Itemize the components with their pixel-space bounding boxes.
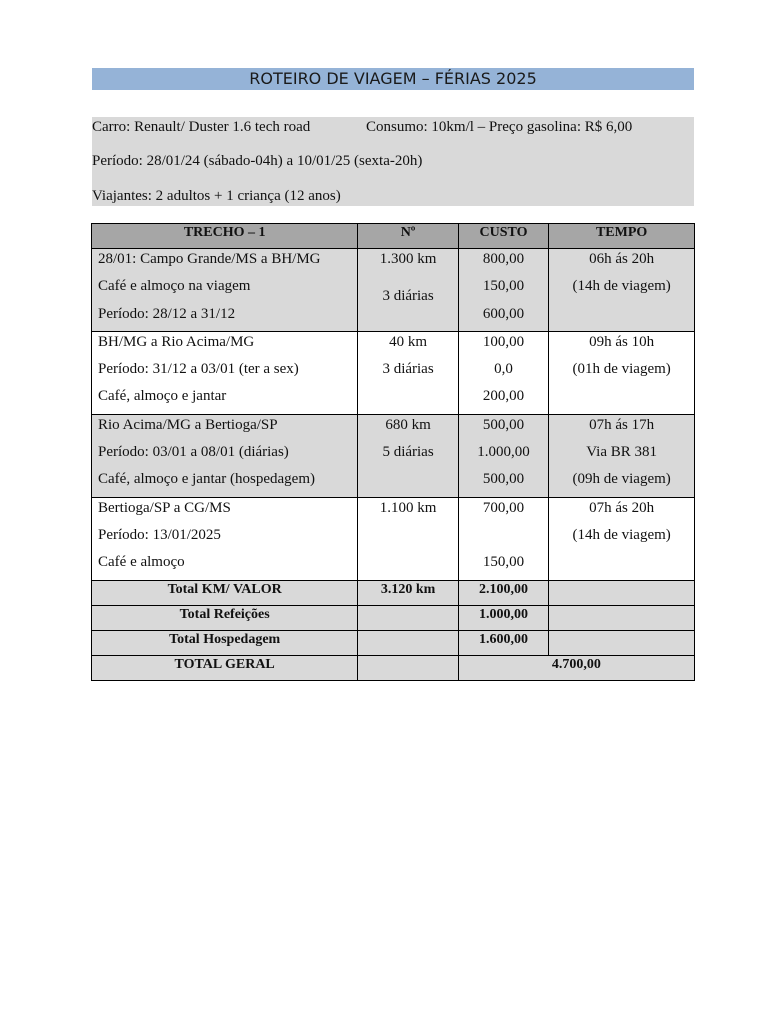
total-meals-row (92, 605, 695, 630)
trecho-line: Café e almoço (98, 554, 185, 571)
tempo-line: (09h de viagem) (572, 471, 671, 488)
grand-total-empty (358, 655, 459, 680)
numero-line: 1.300 km (379, 251, 437, 267)
total-meals-empty (358, 605, 459, 630)
consumption-text: Consumo: 10km/l – Preço gasolina: R$ 6,00 (366, 119, 633, 135)
custo-line: 500,00 (482, 471, 525, 488)
custo-cell (458, 497, 548, 580)
total-km-empty (549, 580, 695, 605)
itinerary-table (91, 223, 695, 681)
tempo-line: 07h ás 17h (589, 416, 655, 433)
table-row (92, 331, 695, 414)
total-meals-label: Total Refeições (92, 605, 358, 630)
numero-cell (358, 414, 459, 497)
numero-line: 680 km (385, 416, 431, 433)
tempo-line (549, 304, 694, 331)
trecho-line: Período: 28/12 a 31/12 (98, 305, 236, 322)
trecho-cell (92, 497, 358, 580)
grand-total-row (92, 655, 695, 680)
custo-cell (458, 414, 548, 497)
custo-line: 150,00 (482, 554, 525, 571)
total-meals-empty (549, 605, 695, 630)
table-row (92, 414, 695, 497)
table-row (92, 497, 695, 580)
total-lodging-row (92, 630, 695, 655)
info-line-car (92, 119, 633, 136)
custo-line: 700,00 (482, 499, 525, 516)
total-lodging-cost: 1.600,00 (458, 630, 548, 655)
numero-line: 1.100 km (379, 499, 437, 516)
tempo-line (549, 386, 694, 413)
period-text: Período: 28/01/24 (sábado-04h) a 10/01/25 (sexta-20h) (92, 153, 423, 169)
trecho-line: Rio Acima/MG a Bertioga/SP (98, 416, 278, 433)
total-km-row (92, 580, 695, 605)
custo-line: 100,00 (482, 333, 525, 350)
custo-line (459, 525, 548, 552)
trecho-line: Período: 31/12 a 03/01 (ter a sex) (98, 361, 299, 378)
numero-cell (358, 249, 459, 332)
tempo-cell (549, 331, 695, 414)
tempo-line: (14h de viagem) (572, 526, 671, 543)
numero-cell (358, 331, 459, 414)
trecho-line: Café, almoço e jantar (98, 388, 227, 405)
total-lodging-label: Total Hospedagem (92, 630, 358, 655)
numero-line: 40 km (389, 333, 428, 350)
trecho-line: Período: 13/01/2025 (98, 526, 221, 543)
numero-line (358, 386, 458, 413)
custo-line: 600,00 (482, 305, 525, 322)
table-header-row (92, 224, 695, 249)
tempo-line: 07h ás 20h (589, 499, 655, 516)
custo-line: 150,00 (482, 278, 525, 295)
numero-line (358, 525, 458, 552)
tempo-line: (01h de viagem) (572, 361, 671, 378)
custo-line: 800,00 (482, 251, 525, 267)
tempo-line (549, 552, 694, 579)
header-tempo: TEMPO (549, 224, 695, 249)
custo-line: 200,00 (482, 388, 525, 405)
total-km-cost: 2.100,00 (458, 580, 548, 605)
numero-cell (358, 497, 459, 580)
header-custo: CUSTO (458, 224, 548, 249)
travelers-text: Viajantes: 2 adultos + 1 criança (12 anos) (92, 188, 341, 204)
trecho-line: Café, almoço e jantar (hospedagem) (98, 471, 315, 488)
grand-total-cost: 4.700,00 (458, 655, 694, 680)
tempo-cell (549, 414, 695, 497)
tempo-line: (14h de viagem) (572, 278, 671, 295)
tempo-cell (549, 249, 695, 332)
numero-line: 3 diárias (382, 361, 434, 378)
header-numero: Nº (358, 224, 459, 249)
custo-line: 500,00 (482, 416, 525, 433)
custo-line: 1.000,00 (477, 444, 530, 461)
custo-cell (458, 331, 548, 414)
trecho-line: Bertioga/SP a CG/MS (98, 499, 231, 516)
header-trecho: TRECHO – 1 (92, 224, 358, 249)
total-km-value: 3.120 km (358, 580, 459, 605)
trecho-cell (92, 414, 358, 497)
tempo-cell (549, 497, 695, 580)
grand-total-label: TOTAL GERAL (92, 655, 358, 680)
total-km-label: Total KM/ VALOR (92, 580, 358, 605)
tempo-line: 06h ás 20h (589, 251, 655, 267)
numero-line: 3 diárias (382, 288, 434, 305)
trecho-cell (92, 249, 358, 332)
tempo-line: 09h ás 10h (589, 333, 655, 350)
trip-info-box (92, 117, 694, 206)
total-meals-cost: 1.000,00 (458, 605, 548, 630)
custo-cell (458, 249, 548, 332)
numero-line (358, 552, 458, 579)
document-title: ROTEIRO DE VIAGEM – FÉRIAS 2025 (92, 68, 694, 90)
trecho-line: BH/MG a Rio Acima/MG (98, 333, 255, 350)
trecho-line: 28/01: Campo Grande/MS a BH/MG (98, 251, 321, 267)
table-row (92, 249, 695, 332)
tempo-line: Via BR 381 (586, 444, 658, 461)
total-lodging-empty (549, 630, 695, 655)
car-text: Carro: Renault/ Duster 1.6 tech road (92, 119, 311, 135)
numero-line (358, 469, 458, 496)
total-lodging-empty (358, 630, 459, 655)
trecho-line: Período: 03/01 a 08/01 (diárias) (98, 444, 289, 461)
numero-line: 5 diárias (382, 444, 434, 461)
trecho-cell (92, 331, 358, 414)
trecho-line: Café e almoço na viagem (98, 278, 251, 295)
custo-line: 0,0 (494, 361, 513, 378)
